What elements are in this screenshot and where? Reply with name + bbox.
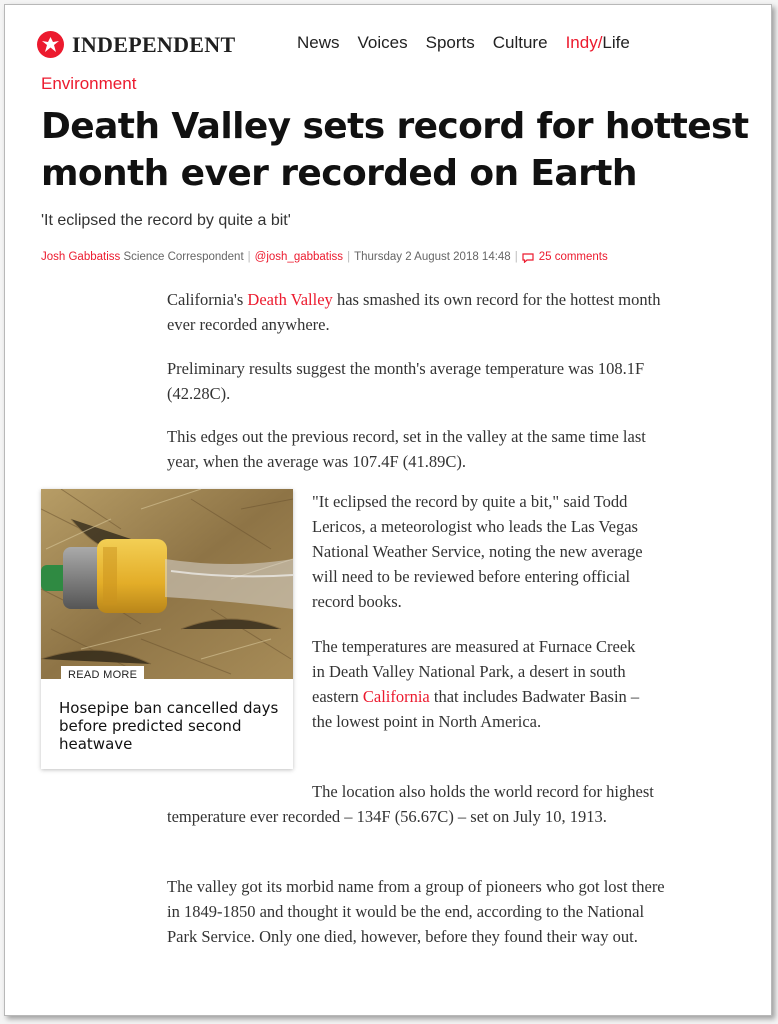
nav-indy-label: Indy/ [565,33,603,52]
byline-divider: | [514,251,518,263]
comment-icon [522,253,534,263]
california-link[interactable]: California [362,687,430,706]
author-role: Science Correspondent [123,251,244,263]
nav-item-indy-life[interactable] [566,33,648,53]
byline-divider: | [347,251,351,263]
related-article-title[interactable]: Hosepipe ban cancelled days before predicted second heatwave [59,699,279,753]
logo-wordmark: INDEPENDENT [72,31,236,57]
site-logo[interactable] [37,31,235,58]
article-headline: Death Valley sets record for hottest month ever recorded on Earth [41,106,749,194]
article-paragraph-7: The valley got its morbid name from a group of pioneers who got lost there in 1849-1850 and thought it would be the end, according to the National Park Service. Only one died, however, before they found their way out. [167,877,665,946]
comments-count: 25 comments [538,251,608,263]
paragraph-text: California's [167,290,248,309]
related-article-card[interactable] [41,489,293,769]
death-valley-link[interactable]: Death Valley [247,290,333,309]
nav-item-sports[interactable]: Sports [425,33,475,52]
article-category[interactable]: Environment [41,74,137,93]
nav-life-label: Life [602,33,630,52]
article-paragraph-4: "It eclipsed the record by quite a bit," said Todd Lericos, a meteorologist who leads the Las Vegas National Weather Service, noting the new average will need to be reviewed before entering official record books. [312,492,643,611]
byline-divider: | [247,251,251,263]
paragraph-text: has smashed its own record for the hottest month ever recorded anywhere. [167,290,661,334]
author-link[interactable]: Josh Gabbatiss [41,251,121,263]
page-frame [4,4,772,1016]
nav-item-culture[interactable]: Culture [492,33,548,52]
article-paragraph-3: This edges out the previous record, set in the valley at the same time last year, when the average was 107.4F (41.89C). [167,427,646,471]
article-paragraph-1 [167,287,667,337]
nav-item-news[interactable]: News [297,33,340,52]
main-nav [297,33,666,53]
article-paragraph-6: The location also holds the world record for highest temperature ever recorded – 134F (56.67C) – set on July 10, 1913. [167,782,654,826]
article-paragraph-2: Preliminary results suggest the month's average temperature was 108.1F (42.28C). [167,359,645,403]
hosepipe-photo [41,489,293,679]
publish-date: Thursday 2 August 2018 14:48 [354,251,511,263]
article-paragraph-5 [312,634,652,734]
paragraph-text: that includes Badwater Basin – the lowest point in North America. [312,687,640,731]
site-header [5,5,771,75]
paragraph-text: The temperatures are measured at Furnace Creek in Death Valley National Park, a desert in south eastern [312,637,636,706]
author-twitter-link[interactable]: @josh_gabbatiss [254,251,344,263]
eagle-icon [37,31,64,58]
byline [41,251,608,263]
comments-link[interactable] [522,251,608,263]
read-more-tag: READ MORE [61,666,144,684]
nav-item-voices[interactable]: Voices [357,33,408,52]
article-standfirst: 'It eclipsed the record by quite a bit' [41,212,291,229]
